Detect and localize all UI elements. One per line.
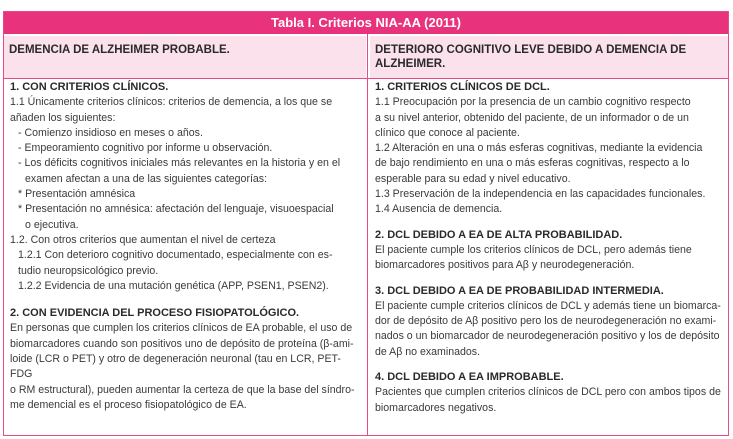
left-bullet: - Los déficits cognitivos iniciales más relevantes en la historia y en el	[18, 157, 341, 170]
header-divider	[4, 78, 728, 79]
right-section-2-title: 2. DCL DEBIDO A EA DE ALTA PROBABILIDAD.	[375, 228, 623, 241]
left-text-line: tudio neuropsicológico previo.	[18, 264, 159, 277]
right-text-line: 1.1 Preocupación por la presencia de un cambio cognitivo respecto	[375, 96, 691, 109]
left-text-line: añaden los siguientes:	[10, 111, 116, 124]
left-bullet: - Comienzo insidioso en meses o años.	[18, 126, 203, 139]
right-text-line: dor de depósito de Aβ positivo pero los de neurodegeneración no exami-	[375, 315, 717, 328]
left-text-line: En personas que cumplen los criterios clínicos de EA probable, el uso de	[10, 322, 353, 335]
right-text-line: biomarcadores negativos.	[375, 401, 497, 414]
left-text-line: biomarcadores cuando son positivos uno de depósito de proteína (β-ami-	[10, 337, 354, 350]
left-bullet-cont: examen afectan a una de las siguientes categorías:	[25, 172, 268, 185]
left-text-line: me demencial es el proceso fisiopatológico de EA.	[10, 398, 247, 411]
table-title: Tabla I. Criterios NIA-AA (2011)	[4, 12, 728, 34]
right-column-header: DETERIORO COGNITIVO LEVE DEBIDO A DEMENCIA DE ALZHEIMER.	[370, 36, 728, 78]
right-text-line: a su nivel anterior, obtenido del paciente, de un informador o de un	[375, 111, 689, 124]
right-section-4-title: 4. DCL DEBIDO A EA IMPROBABLE.	[375, 371, 564, 384]
right-text-line: El paciente cumple los criterios clínicos de DCL, pero además tiene	[375, 243, 692, 256]
left-text-line: 1.2.1 Con deterioro cognitivo documentado, especialmente con es-	[18, 249, 333, 262]
criteria-table	[3, 11, 729, 436]
left-section-1-title: 1. CON CRITERIOS CLÍNICOS.	[10, 81, 169, 93]
right-section-1-title: 1. CRITERIOS CLÍNICOS DE DCL.	[375, 81, 550, 93]
right-text-line: biomarcadores positivos para Aβ y neurodegeneración.	[375, 259, 635, 272]
right-column-body	[375, 80, 722, 416]
right-text-line: nados o un biomarcador de neurodegeneración positivo y los de depósito	[375, 330, 720, 343]
left-text-line: loide (LCR o PET) y otro de degeneración neuronal (tau en LCR, PET-FDG	[10, 353, 341, 381]
left-text-line: 1.2.2 Evidencia de una mutación genética (APP, PSEN1, PSEN2).	[18, 279, 329, 292]
right-text-line: 1.4 Ausencia de demencia.	[375, 203, 503, 216]
left-subbullet-cont: o ejecutiva.	[25, 218, 79, 231]
left-section-2-title: 2. CON EVIDENCIA DEL PROCESO FISIOPATOLÓGICO.	[10, 307, 300, 320]
right-text-line: 1.2 Alteración en una o más esferas cognitivas, mediante la evidencia	[375, 142, 703, 155]
column-divider	[367, 34, 368, 435]
left-text-line: 1.1 Únicamente criterios clínicos: criterios de demencia, a los que se	[10, 96, 333, 109]
left-text-line: o RM estructural), pueden aumentar la certeza de que la base del síndro-	[10, 383, 355, 396]
left-column-header: DEMENCIA DE ALZHEIMER PROBABLE.	[4, 36, 366, 78]
right-text-line: Pacientes que cumplen criterios clínicos de DCL pero con ambos tipos de	[375, 386, 721, 399]
right-section-3-title: 3. DCL DEBIDO A EA DE PROBABILIDAD INTERMEDIA.	[375, 284, 664, 297]
left-bullet: - Empeoramiento cognitivo por informe u observación.	[18, 142, 273, 155]
left-subbullet: * Presentación no amnésica: afectación del lenguaje, visuoespacial	[18, 203, 334, 216]
right-text-line: clínico que conoce al paciente.	[375, 126, 520, 139]
right-text-line: de Aβ no examinados.	[375, 345, 481, 358]
right-text-line: esperable para su edad y nivel educativo.	[375, 172, 571, 185]
left-column-body	[10, 80, 362, 413]
left-subbullet: * Presentación amnésica	[18, 188, 136, 201]
right-text-line: El paciente cumple criterios clínicos de DCL y además tiene un biomarca-	[375, 299, 721, 312]
left-text-line: 1.2. Con otros criterios que aumentan el nivel de certeza	[10, 233, 276, 246]
right-text-line: 1.3 Preservación de la independencia en las capacidades funcionales.	[375, 188, 706, 201]
right-text-line: de bajo rendimiento en una o más esferas cognitivas, respecto a lo	[375, 157, 690, 170]
